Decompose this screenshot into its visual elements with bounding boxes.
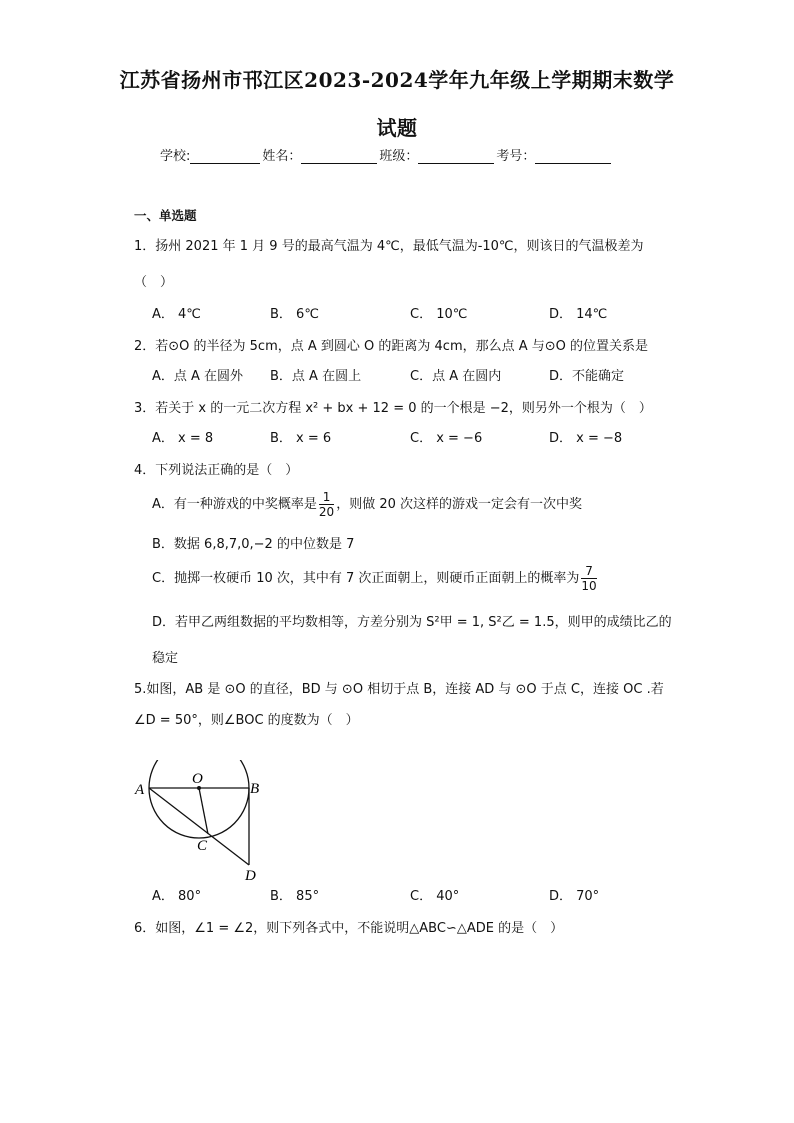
name-label: 姓名： (262, 149, 302, 164)
school-blank (190, 149, 260, 164)
number-blank (535, 149, 611, 164)
label-a: A (135, 782, 145, 798)
q1-option-b: B． 6℃ (270, 307, 319, 322)
q4-text: 4．下列说法正确的是（ ） (134, 463, 299, 478)
school-label: 学校: (160, 149, 191, 164)
q2-option-d: D．不能确定 (549, 369, 625, 384)
q4-option-a-num: 1 (319, 490, 334, 505)
exam-title-line1: 江苏省扬州市邗江区2023-2024学年九年级上学期期末数学 (119, 68, 675, 92)
q5-text-line2: ∠D = 50°，则∠BOC 的度数为（ ） (134, 713, 359, 728)
q6-text: 6．如图，∠1 = ∠2，则下列各式中，不能说明△ABC∽△ADE 的是（ ） (134, 921, 564, 936)
q3-option-b: B． x = 6 (270, 431, 332, 446)
student-info-row (160, 145, 613, 164)
label-o: O (192, 771, 203, 787)
q4-option-a-fraction (319, 490, 334, 519)
q5-option-a: A． 80° (152, 889, 202, 904)
q4-option-d: D．若甲乙两组数据的平均数相等，方差分别为 S²甲 = 1, S²乙 = 1.5，则甲的成绩比乙的 (152, 615, 672, 630)
q1-option-c: C． 10℃ (410, 307, 468, 322)
q3-option-d: D． x = −8 (549, 431, 623, 446)
q2-option-c: C．点 A 在圆内 (410, 369, 502, 384)
number-label: 考号： (496, 149, 536, 164)
q4-option-c-num: 7 (581, 564, 596, 579)
q5-option-c: C． 40° (410, 889, 460, 904)
q4-option-c-fraction (581, 564, 596, 593)
q4-option-a-post: ，则做 20 次这样的游戏一定会有一次中奖 (336, 497, 582, 512)
q5-option-b: B． 85° (270, 889, 320, 904)
q4-option-c-den: 10 (581, 579, 597, 593)
q5-text-line1: 5.如图，AB 是 ⊙O 的直径，BD 与 ⊙O 相切于点 B，连接 AD 与 ⊙O 于点 C，连接 OC .若 (134, 682, 664, 697)
q1-text: 1．扬州 2021 年 1 月 9 号的最高气温为 4℃，最低气温为-10℃，则该日的气温极差为 (134, 239, 644, 254)
q3-text: 3．若关于 x 的一元二次方程 x² + bx + 12 = 0 的一个根是 −2，则另外一个根为（ ） (134, 401, 652, 416)
q4-option-d-cont: 稳定 (152, 651, 179, 666)
q5-option-d: D． 70° (549, 889, 600, 904)
q3-option-c: C． x = −6 (410, 431, 483, 446)
q5-geometry-figure (128, 760, 278, 885)
q3-option-a: A． x = 8 (152, 431, 214, 446)
q4-option-a (152, 490, 582, 519)
q2-option-b: B．点 A 在圆上 (270, 369, 362, 384)
exam-title-line2: 试题 (376, 116, 418, 140)
section-heading: 一、单选题 (134, 208, 197, 223)
q4-option-c (152, 564, 599, 593)
q2-text: 2．若⊙O 的半径为 5cm，点 A 到圆心 O 的距离为 4cm，那么点 A 与⊙O 的位置关系是 (134, 339, 649, 354)
label-c: C (197, 838, 208, 854)
label-d: D (245, 868, 256, 884)
q4-option-c-pre: C．抛掷一枚硬币 10 次，其中有 7 次正面朝上，则硬币正面朝上的概率为 (152, 571, 580, 586)
class-label: 班级： (379, 149, 419, 164)
q4-option-b: B．数据 6,8,7,0,−2 的中位数是 7 (152, 537, 355, 552)
label-b: B (250, 781, 260, 797)
name-blank (301, 149, 377, 164)
q1-paren: （ ） (134, 275, 174, 290)
q1-option-d: D． 14℃ (549, 307, 608, 322)
q2-option-a: A．点 A 在圆外 (152, 369, 244, 384)
q1-option-a: A． 4℃ (152, 307, 201, 322)
class-blank (418, 149, 494, 164)
q4-option-a-pre: A．有一种游戏的中奖概率是 (152, 497, 317, 512)
q4-option-a-den: 20 (318, 505, 335, 519)
